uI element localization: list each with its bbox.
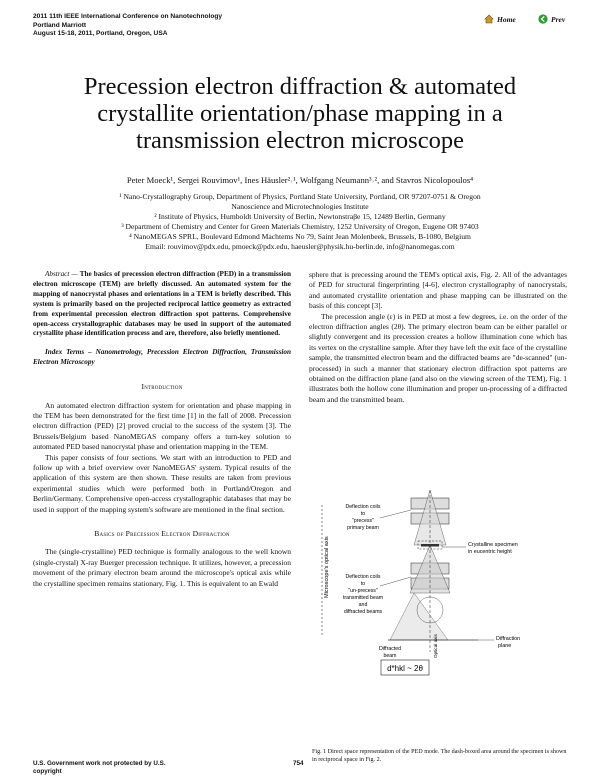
index-terms-label: Index Terms – — [45, 348, 96, 357]
transmitted-label: transmitted beam — [342, 595, 384, 601]
specimen — [421, 544, 439, 547]
abstract — [33, 270, 291, 339]
affiliation-4: ⁴ NanoMEGAS SPRL, Boulevard Edmond Machtems No 79, Saint Jean Molenbeek, Brussels, B-1080, Belgium — [129, 232, 471, 242]
home-link-label: Home — [497, 14, 516, 24]
precess-label: "precess" — [352, 518, 374, 524]
abstract-label: Abstract — — [45, 270, 80, 278]
unprecess-label: "un-precess" — [348, 588, 378, 594]
basics-paragraph-1: The (single-crystalline) PED technique is formally analogous to the well known (single-crystal) X-ray Buerger precession technique. It utilizes, however, a precession movement of the primary electron beam around the microscope's optical axis while the crystalline specimen remains stationary, Fig. 1. This is equivalent to an Ewald — [33, 547, 291, 588]
formula: d*hkl ~ 2θ — [387, 664, 423, 673]
home-icon — [484, 14, 494, 24]
diffraction-plane-label: Diffraction — [496, 636, 521, 642]
intro-paragraph-1: An automated electron diffraction system for orientation and phase mapping in the TEM has been demonstrated for the first time [1] in the fall of 2008. Precession electron diffraction (PED) [2] proved crucial to the success of the system [3]. The Brussels/Belgium based NanoMEGAS company offers a turn-key solution to automated PED based nanocrystal phase and orientation mapping in the TEM. — [33, 400, 291, 452]
figure-1-ped-diagram — [318, 490, 573, 746]
specimen-label: Crystalline specimen — [468, 542, 518, 548]
index-terms-text: Nanometrology, Precession Electron Diffraction, Transmission Electron Microscopy — [33, 348, 291, 367]
copyright-line-1: U.S. Government work not protected by U.S. — [33, 760, 166, 767]
authors: Peter Moeck¹, Sergei Rouvimov¹, Ines Häusler²˒¹, Wolfgang Neumann³˒², and Stavros Nicolopoulos⁴ — [126, 175, 474, 185]
paper-title — [40, 73, 560, 154]
eucentric-label: in eucentric height — [468, 549, 512, 555]
plane-label: plane — [498, 643, 512, 649]
affiliation-1: ¹ Nano-Crystallography Group, Department of Physics, Portland State University, Portland, OR 97207-0751 & Oregon — [119, 192, 481, 201]
deflection1-label: Deflection coils — [345, 504, 381, 510]
diffracted-beam-cone — [390, 593, 448, 640]
axis-label: Microscope's optical axis — [324, 536, 330, 598]
intro-paragraph-2: This paper consists of four sections. We start with an introduction to PED and follow up with a brief overview over NanoMEGAS' system. Typical results of the application of this system are then shown. These results are taken from previous experimental studies which were performed both in Portland/Oregon and Berlin/Germany. Comprehensive open-access crystallographic databases that may be used in support of the mapping system's software are mentioned in the final section. — [33, 452, 291, 514]
leader-line-2 — [380, 577, 411, 586]
left-column — [33, 270, 291, 589]
beam-label: beam — [383, 653, 397, 659]
and-label: and — [358, 602, 368, 608]
title-line-2: crystallite orientation/phase mapping in a — [97, 100, 503, 127]
to-label-2: to — [360, 581, 366, 587]
diffracted-beam-label: Diffracted — [378, 646, 402, 652]
conference-name: 2011 11th IEEE International Conference on Nanotechnology — [33, 13, 223, 20]
to-label: to — [360, 511, 366, 517]
right-paragraph-1: sphere that is precessing around the TEM's optical axis, Fig. 2. All of the advantages of PED for structural fingerprinting [4-6], electron crystallography of nanocrystals, and automated crystallite orientation and phase mapping can be illustrated on the basis of this concept [3]. — [309, 270, 567, 311]
title-line-1: Precession electron diffraction & automated — [83, 73, 517, 100]
lower-coil-label — [343, 574, 383, 615]
index-terms — [33, 348, 291, 368]
primary-label: primary beam — [347, 525, 379, 531]
abstract-text: The basics of precession electron diffraction (PED) in a transmission electron microscope (TEM) are briefly discussed. An automated system for the mapping of nanocrystal phases and orientations in a TEM is briefly described. This system is primarily based on the projected reciprocal lattice geometry as extracted from experimental precession electron diffraction spot patterns. Comprehensive open-access crystallographic databases may be used in support of the automated crystallite phase identification process and are, therefore, also briefly mentioned. — [33, 270, 292, 338]
email-line: Email: rouvimov@pdx.edu, pmoeck@pdx.edu, haeusler@physik.hu-berlin.de, info@nanomegas.com — [145, 242, 455, 252]
affiliation-2: ² Institute of Physics, Humboldt University of Berlin, Newtonstraβe 15, 12489 Berlin, Germany — [154, 212, 446, 222]
copyright-note — [33, 760, 166, 776]
conference-venue: Portland Marriott — [33, 21, 87, 29]
right-paragraph-2: The precession angle (ε) is in PED at most a few degrees, i.e. on the order of the electron diffraction angles (2θ). The primary electron beam can be either parallel or slightly convergent and its precession creates a hollow illumination cone which has its vertex on the crystalline sample. After they have left the exit face of the crystalline sample, the transmitted electron beam and the diffracted beams are "de-scanned" (un-processed) in such a manner that stationary electron diffraction spot patterns are obtained on the diffraction plane (and also on the viewing screen of the TEM), Fig. 1 illustrates both the hollow cone illumination and proper un-processing of a diffracted beam and the transmitted beam. — [309, 311, 567, 404]
prev-link[interactable] — [538, 14, 565, 24]
intro-heading: Introduction — [141, 382, 183, 392]
page-number: 754 — [293, 760, 304, 767]
affiliations — [30, 192, 570, 253]
deflection2-label: Deflection coils — [345, 574, 381, 580]
title-line-3: transmission electron microscope — [136, 127, 464, 154]
conference-dates: August 15-18, 2011, Portland, Oregon, USA — [33, 30, 168, 38]
copyright-line-2: copyright — [33, 768, 62, 775]
basics-heading: Basics of Precession Electron Diffraction — [94, 529, 230, 539]
conference-header — [33, 13, 333, 39]
leader-line-1 — [380, 510, 411, 518]
optical-axis-label: Optical axis — [433, 634, 438, 658]
upper-coil-label — [346, 504, 381, 531]
home-link[interactable] — [484, 14, 516, 24]
right-column — [309, 270, 567, 405]
prev-icon — [538, 14, 548, 24]
affiliation-3: ³ Department of Chemistry and Center for Green Materials Chemistry, 1252 University of Oregon, Eugene OR 97403 — [121, 222, 479, 232]
figure-caption: Fig. 1 Direct space representation of the PED mode. The dash-boxed area around the specimen is shown in reciprocal space in Fig. 2. — [312, 749, 567, 763]
prev-link-label: Prev — [551, 14, 566, 24]
affiliation-1b: Nanoscience and Microtechnologies Institute — [231, 202, 369, 212]
diffracted-beams-label: diffracted beams — [343, 609, 383, 615]
